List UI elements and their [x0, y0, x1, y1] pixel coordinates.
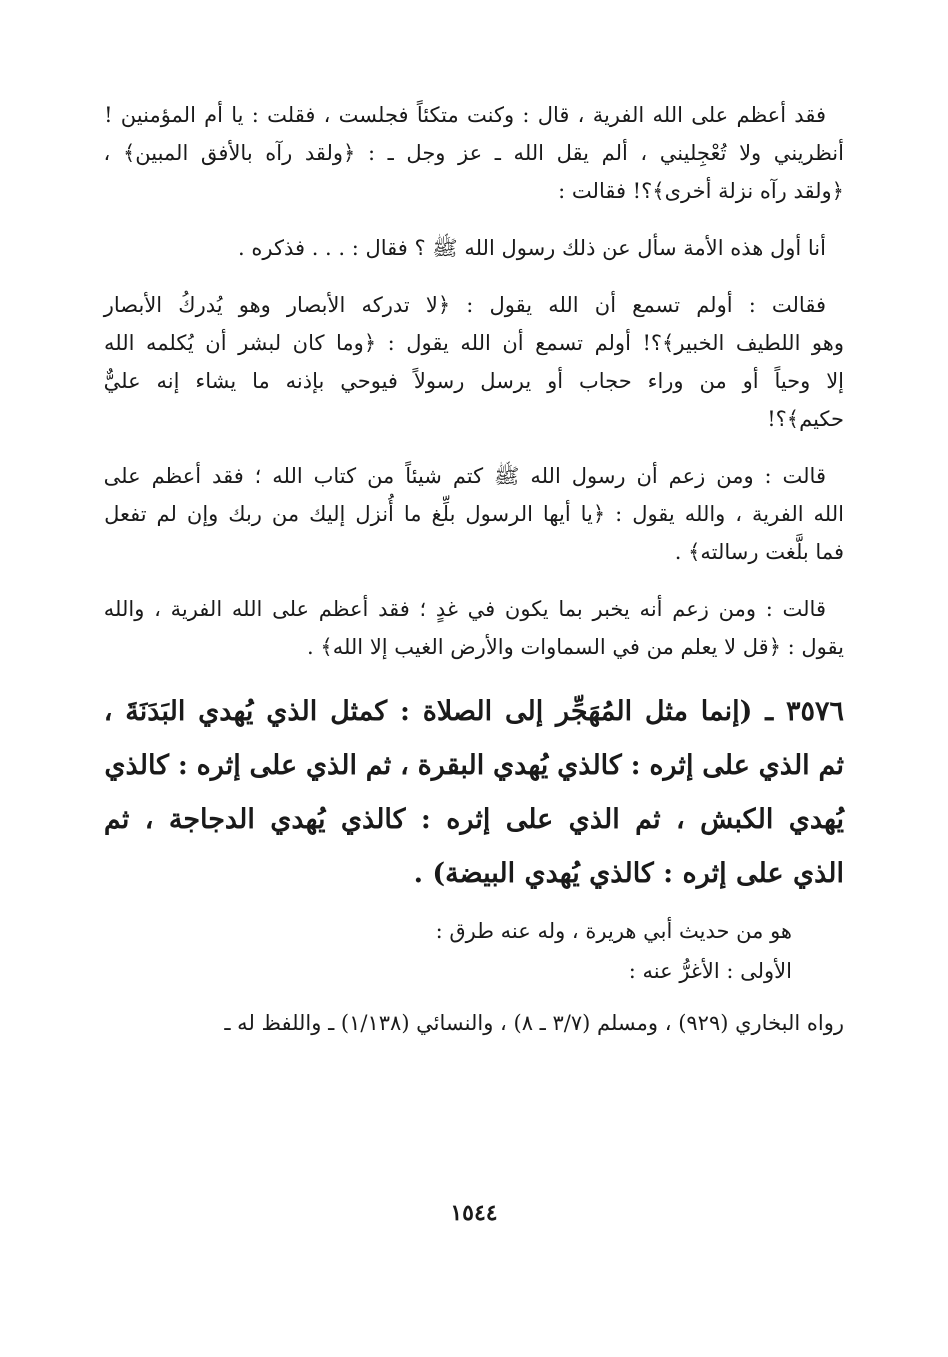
text-line: قالت : ومن زعم أنه يخبر بما يكون في غدٍ ؛ فقد أعظم على الله الفرية ، والله [103, 597, 826, 621]
text-line: أنا أول هذه الأمة سأل عن ذلك رسول الله ﷺ ؟ فقال : . . . فذكره . [238, 236, 826, 260]
page-number: ١٥٤٤ [450, 1200, 498, 1226]
text-line: قالت : ومن زعم أن رسول الله ﷺ كتم شيئاً من كتاب الله ؛ فقد أعظم على [103, 464, 826, 488]
text-line: يقول : ﴿قل لا يعلم من في السماوات والأرض الغيب إلا الله﴾ . [307, 635, 844, 659]
text-line: إلا وحياً أو من وراء حجاب أو يرسل رسولاً فيوحي بإذنه ما يشاء إنه عليٌّ [103, 369, 844, 393]
hadith-3576 [104, 685, 844, 901]
text-line: فقالت : أولم تسمع أن الله يقول : ﴿لا تدركه الأبصار وهو يُدركُ الأبصار [103, 293, 826, 317]
note-first-chain: الأولى : الأغرُّ عنه : [628, 959, 792, 983]
text-line: أنظريني ولا تُعْجِليني ، ألم يقل الله ـ عز وجل ـ : ﴿ولقد رآه بالأفق المبين﴾ ، [103, 141, 844, 165]
text-line: الله الفرية ، والله يقول : ﴿يا أيها الرسول بلِّغ ما أُنزل إليك من ربك وإن لم تفعل [104, 502, 844, 526]
paragraph-vision-verses [104, 286, 844, 438]
hadith-line: ٣٥٧٦ ـ (إنما مثل المُهَجِّر إلى الصلاة : كمثل الذي يُهدي البَدَنَةَ ، [103, 696, 844, 727]
hadith-line: الذي على إثره : كالذي يُهدي البيضة) . [413, 858, 844, 889]
text-line: فما بلَّغت رسالته﴾ . [674, 540, 844, 564]
paragraph-first-to-ask [104, 229, 844, 267]
text-line: حكيم﴾؟! [767, 407, 844, 431]
paragraph-concealment [104, 457, 844, 571]
note-references: رواه البخاري (٩٢٩) ، ومسلم (٣/٧ ـ ٨) ، والنسائي (١/١٣٨) ـ واللفظ له ـ [224, 1011, 844, 1035]
text-line: وهو اللطيف الخبير﴾؟! أولم تسمع أن الله يقول : ﴿وما كان لبشر أن يُكلمه الله [104, 331, 844, 355]
hadith-line: ثم الذي على إثره : كالذي يُهدي البقرة ، ثم الذي على إثره : كالذي [104, 750, 844, 781]
paragraph-aisha-response [104, 96, 844, 210]
note-source: هو من حديث أبي هريرة ، وله عنه طرق : [435, 919, 792, 943]
page-body [104, 96, 844, 1043]
hadith-line: يُهدي الكبش ، ثم الذي على إثره : كالذي يُهدي الدجاجة ، ثم [103, 804, 844, 835]
text-line: فقد أعظم على الله الفرية ، قال : وكنت متكئاً فجلست ، فقلت : يا أم المؤمنين ! [104, 103, 826, 127]
paragraph-unseen [104, 590, 844, 666]
text-line: ﴿ولقد رآه نزلة أخرى﴾؟! فقالت : [558, 179, 844, 203]
